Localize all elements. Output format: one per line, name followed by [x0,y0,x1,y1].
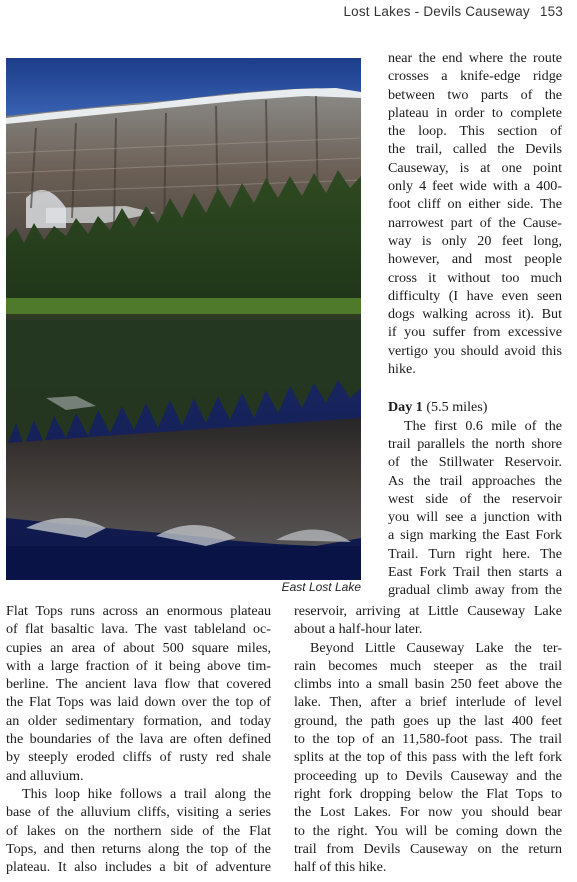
text-line: the trail, called the Devils [388,141,562,158]
text-line: hike. [388,361,416,378]
text-line: about a half-hour later. [294,621,423,638]
text-line: berline. The ancient lava flow that covered [6,676,271,693]
text-line: if you suffer from excessive [388,324,562,341]
text-line: cross it without too much [388,269,562,286]
text-line: you will see a junction with [388,509,562,526]
paragraph-gap [388,378,562,398]
text-line: the Lost Lakes. For now you should bear [294,804,562,821]
text-line: with a large fraction of it being above tim- [6,657,271,674]
text-line: base of the alluvium cliffs, visiting a series [6,804,271,821]
text-line: The first 0.6 mile of the [404,417,562,434]
text-line: foot cliff on either side. The [388,196,562,213]
paragraph [388,49,562,378]
paragraph [6,785,271,876]
photo-caption: East Lost Lake [281,580,361,594]
text-line: near the end where the route [388,50,562,66]
text-line: difficulty (I have even seen [388,287,562,304]
text-line: plateau. It also includes a bit of adventure [6,859,271,876]
text-line: As the trail approaches the [388,472,562,489]
lake-photo-illustration [6,58,361,580]
text-line: ground, the path goes up the last 400 feet [294,712,562,729]
text-line: trail parallels the north shore [388,435,562,452]
paragraph [294,602,562,639]
text-line: only 4 feet wide with a 400- [388,178,562,195]
text-line: Causeway, is at one point [388,159,562,176]
text-line: the loop. This section of [388,123,562,140]
text-line: to the top of an 11,580-foot pass. The trail [294,731,562,748]
text-line: way is only 20 feet long, [388,232,562,249]
text-line: dogs walking across it). But [388,306,562,323]
left-column [6,602,271,876]
text-line: splits at the top of this pass with the left fork [294,749,562,766]
text-line: crosses a knife-edge ridge [388,68,562,85]
text-line: Tops, and then returns along the top of the [6,840,271,857]
text-line: of lakes on the northern side of the Flat [6,822,271,839]
text-line: of flat basaltic lava. The vast tableland oc- [6,621,271,638]
running-header [343,4,563,19]
text-line: Trail. Turn right here. The [388,545,562,562]
running-title: Lost Lakes - Devils Causeway [343,4,530,19]
text-line: west side of the reservoir [388,490,562,507]
text-line: however, and most people [388,251,562,268]
text-line: This loop hike follows a trail along the [22,785,271,802]
text-line: of the Stillwater Reservoir. [388,454,562,471]
text-line: the boundaries of the lava are often defined [6,731,271,748]
paragraph [294,639,562,877]
lake-photo [6,58,361,580]
day-distance: (5.5 miles) [422,399,488,416]
text-line: right fork dropping below the Flat Tops to [294,785,562,802]
text-line: climbs into a small basin 250 feet above the [294,676,562,693]
text-line: East Fork Trail then starts a [388,564,562,581]
text-line: between two parts of the [388,86,562,103]
text-line: plateau in order to complete [388,104,562,121]
text-line: gradual climb away from the [388,582,562,599]
text-line: Beyond Little Causeway Lake the ter- [310,639,562,656]
text-line: the Flat Tops was laid down over the top of [6,694,271,711]
page-number: 153 [539,4,563,19]
text-line: to the right. You will be coming down the [294,822,562,839]
paragraph [388,417,562,600]
text-line: a sign marking the East Fork [388,527,562,544]
text-line: rain becomes much steeper as the trail [294,657,562,674]
text-line: trail from Devils Causeway on the return [294,840,562,857]
text-line: reservoir, arriving at Little Causeway Lake [294,603,562,619]
text-line: and alluvium. [6,767,84,784]
text-line: narrowest part of the Cause- [388,214,562,231]
day-heading: Day 1 [388,399,423,416]
text-line: half of this hike. [294,859,387,876]
right-column-bottom [294,602,562,876]
text-line: by steeply eroded cliffs of rusty red shale [6,749,271,766]
text-line: cupies an area of about 500 square miles, [6,639,271,656]
text-line: an older sedimentary formation, and today [6,712,271,729]
right-column-top [388,49,562,600]
day-heading-line [388,398,562,416]
text-line: Flat Tops runs across an enormous plateau [6,603,271,619]
text-line: proceeding up to Devils Causeway and the [294,767,562,784]
text-line: lake. Then, after a brief interlude of level [294,694,562,711]
text-line: vertigo you should avoid this [388,342,562,359]
paragraph [6,602,271,785]
